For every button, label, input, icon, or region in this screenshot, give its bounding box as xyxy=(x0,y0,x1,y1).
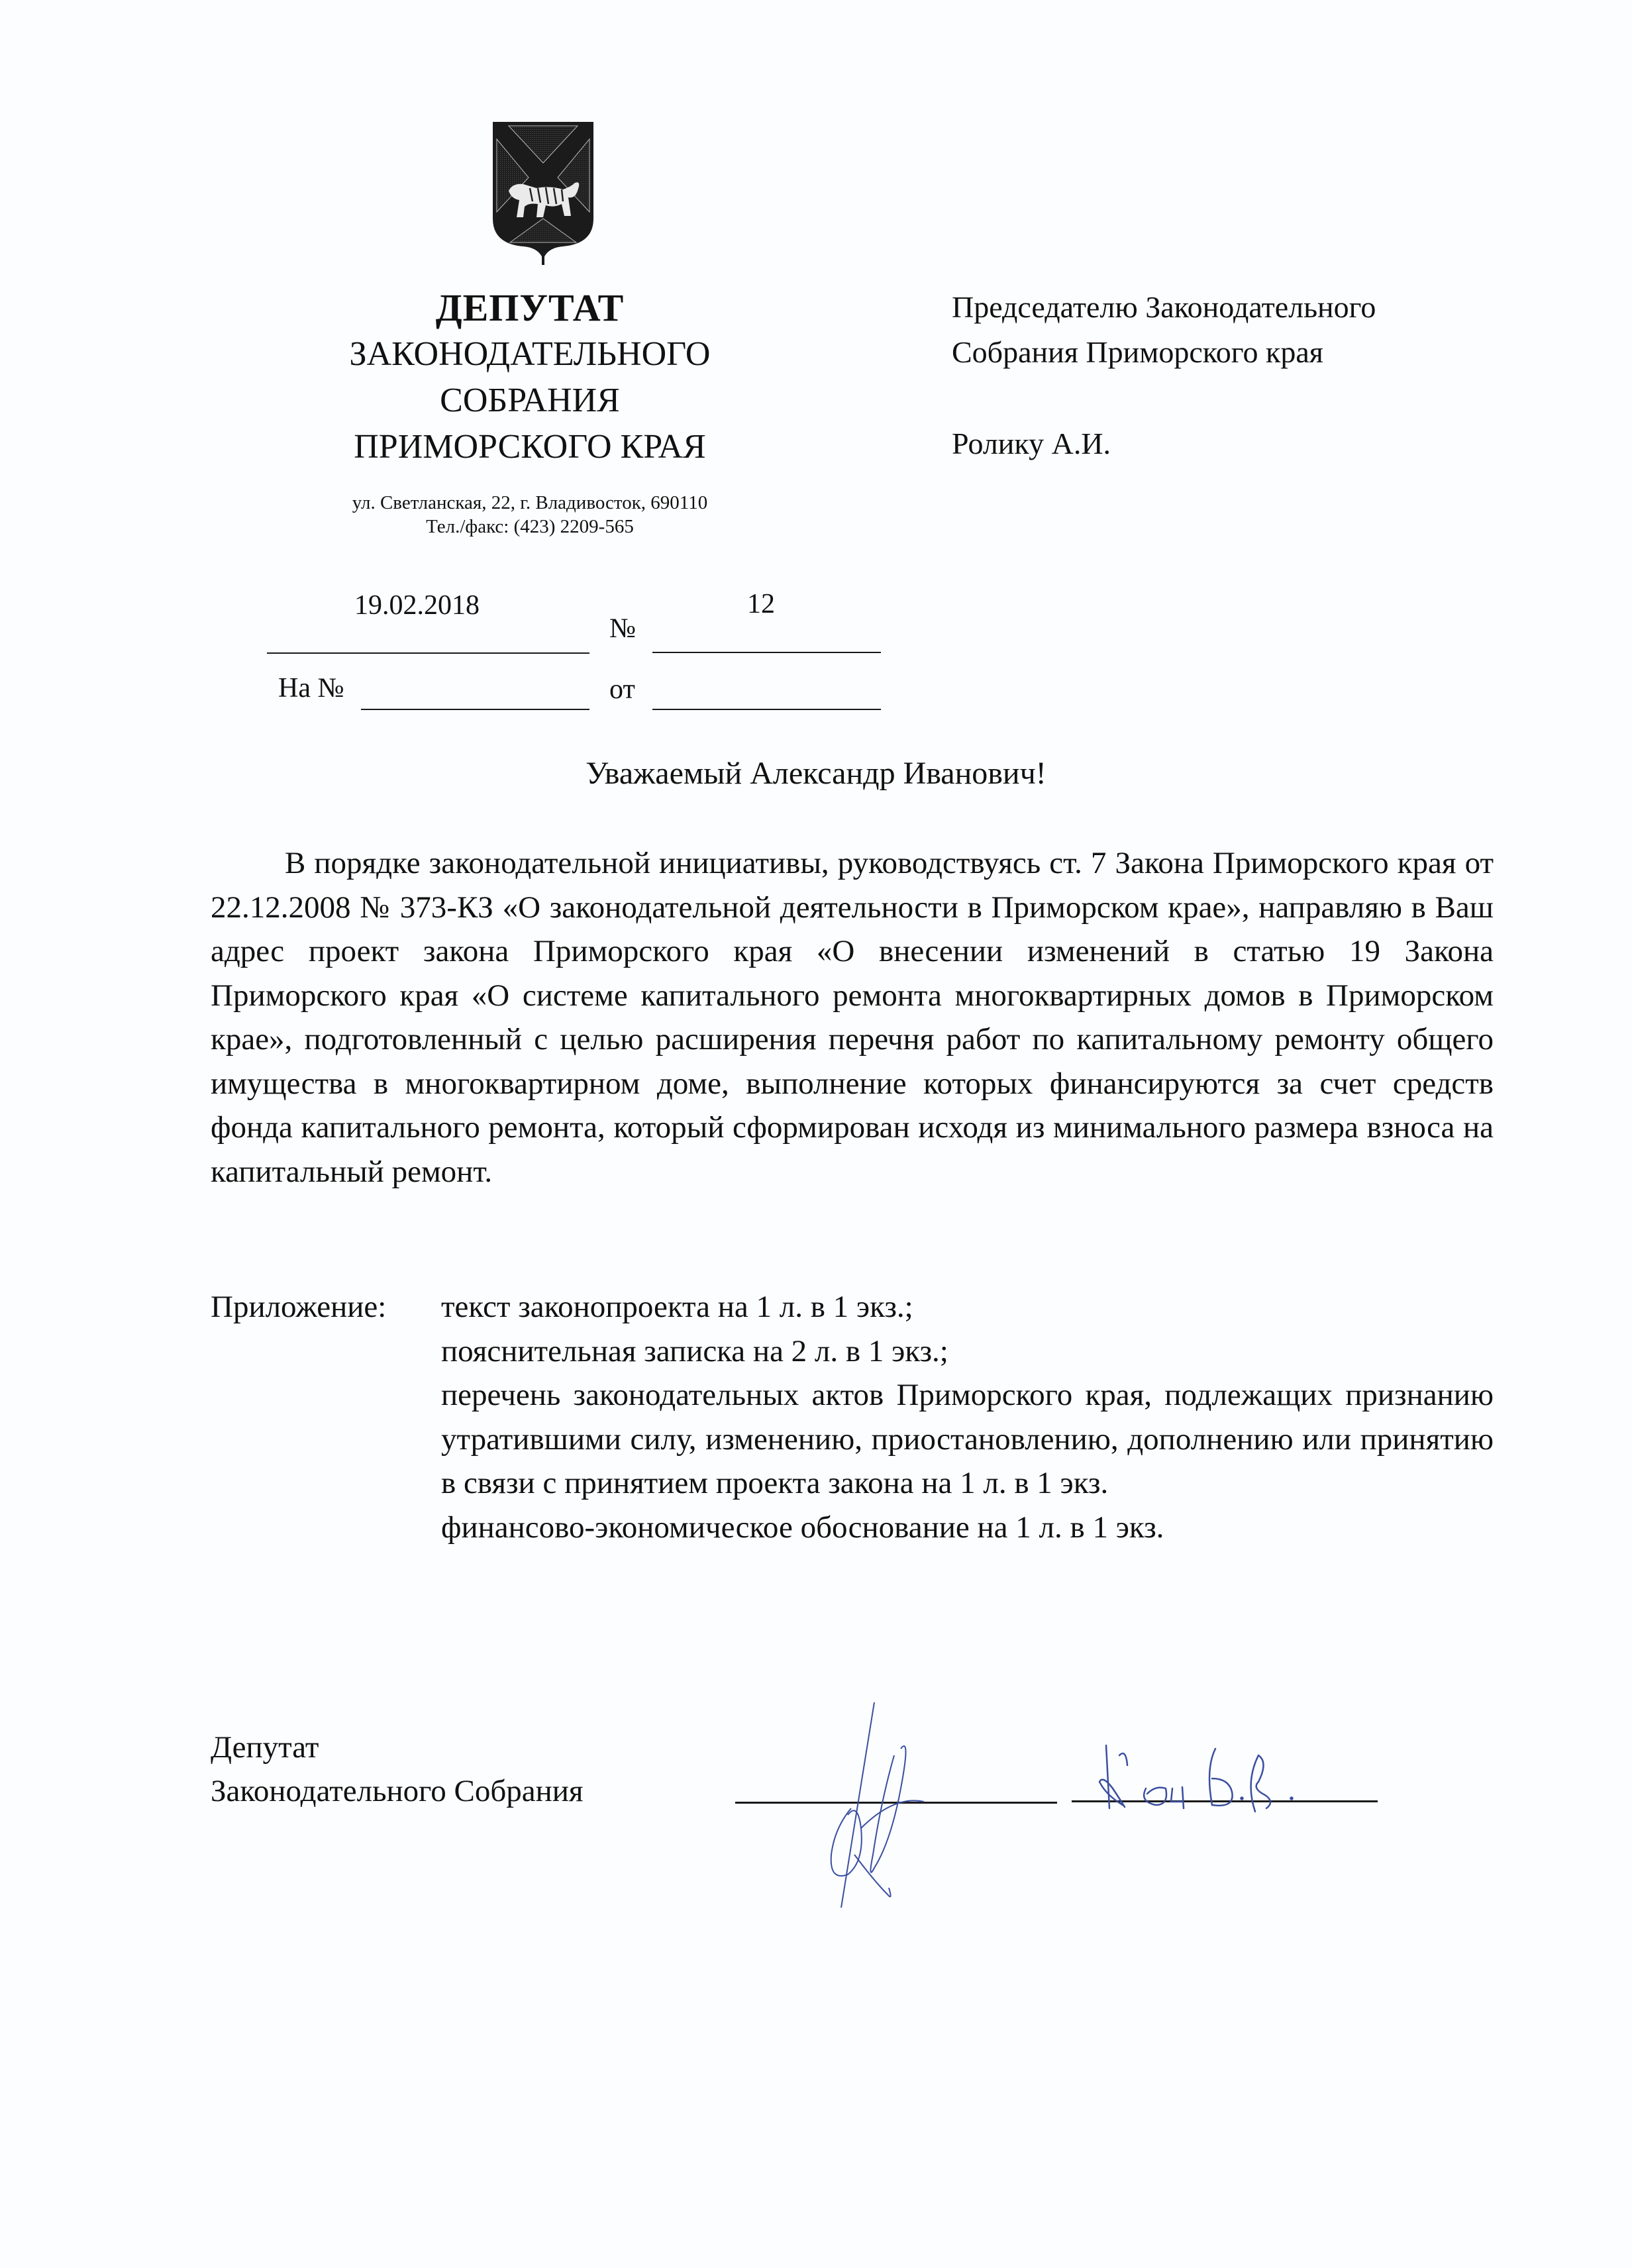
attachments-list xyxy=(441,1285,1494,1549)
attachment-item: перечень законодательных актов Приморского края, подлежащих признанию утратившими силу, изменению, приостановлению, дополнению или принятию в связи с принятием проекта закона на 1 л. в 1 экз. xyxy=(441,1378,1494,1500)
attachments-label: Приложение: xyxy=(211,1290,387,1324)
letterhead-line: ПРИМОРСКОГО КРАЯ xyxy=(354,428,706,466)
letterhead-phone: Тел./факс: (423) 2209-565 xyxy=(426,516,634,537)
outgoing-number: 12 xyxy=(747,589,775,619)
letterhead-line: ЗАКОНОДАТЕЛЬНОГО xyxy=(349,335,711,373)
reference-number-underline xyxy=(361,709,589,710)
outgoing-date: 19.02.2018 xyxy=(354,590,480,621)
reference-number-label: На № xyxy=(278,673,344,703)
number-underline xyxy=(652,652,881,653)
attachment-item: текст законопроекта на 1 л. в 1 экз.; xyxy=(441,1290,913,1324)
letterhead-address: ул. Светланская, 22, г. Владивосток, 690110 xyxy=(352,492,708,513)
date-underline xyxy=(267,652,589,654)
signatory-position: Депутат xyxy=(211,1730,319,1765)
attachment-item: финансово-экономическое обоснование на 1 л. в 1 экз. xyxy=(441,1510,1164,1545)
signatory-position: Законодательного Собрания xyxy=(211,1774,584,1808)
reference-date-label: от xyxy=(609,674,635,705)
salutation: Уважаемый Александр Иванович! xyxy=(586,756,1046,791)
body-paragraph: В порядке законодательной инициативы, руководствуясь ст. 7 Закона Приморского края от 22.12.2008 № 373-КЗ «О законодательной деятельности в Приморском крае», направляю в Ваш адрес проект закона Приморского края «О внесении изменений в статью 19 Закона Приморского края «О системе капитального ремонта многоквартирных домов в Приморском крае», подготовленный с целью расширения перечня работ по капитальному ремонту общего имущества в многоквартирном доме, выполнение которых финансируются за счет средств фонда капитального ремонта, который сформирован исходя из минимального размера взноса на капитальный ремонт. xyxy=(211,846,1494,1189)
number-label: № xyxy=(609,613,637,644)
addressee-name: Ролику А.И. xyxy=(952,427,1111,460)
addressee-title-line: Председателю Законодательного xyxy=(952,290,1376,324)
coat-of-arms-icon xyxy=(490,119,596,268)
addressee-title-line: Собрания Приморского края xyxy=(952,335,1323,369)
letterhead-line: СОБРАНИЯ xyxy=(440,382,620,419)
letterhead-title: ДЕПУТАТ xyxy=(435,286,625,329)
handwritten-name-icon xyxy=(1093,1742,1311,1815)
reference-date-underline xyxy=(652,709,881,710)
handwritten-signature-icon xyxy=(795,1696,947,1914)
attachment-item: пояснительная записка на 2 л. в 1 экз.; xyxy=(441,1333,948,1368)
